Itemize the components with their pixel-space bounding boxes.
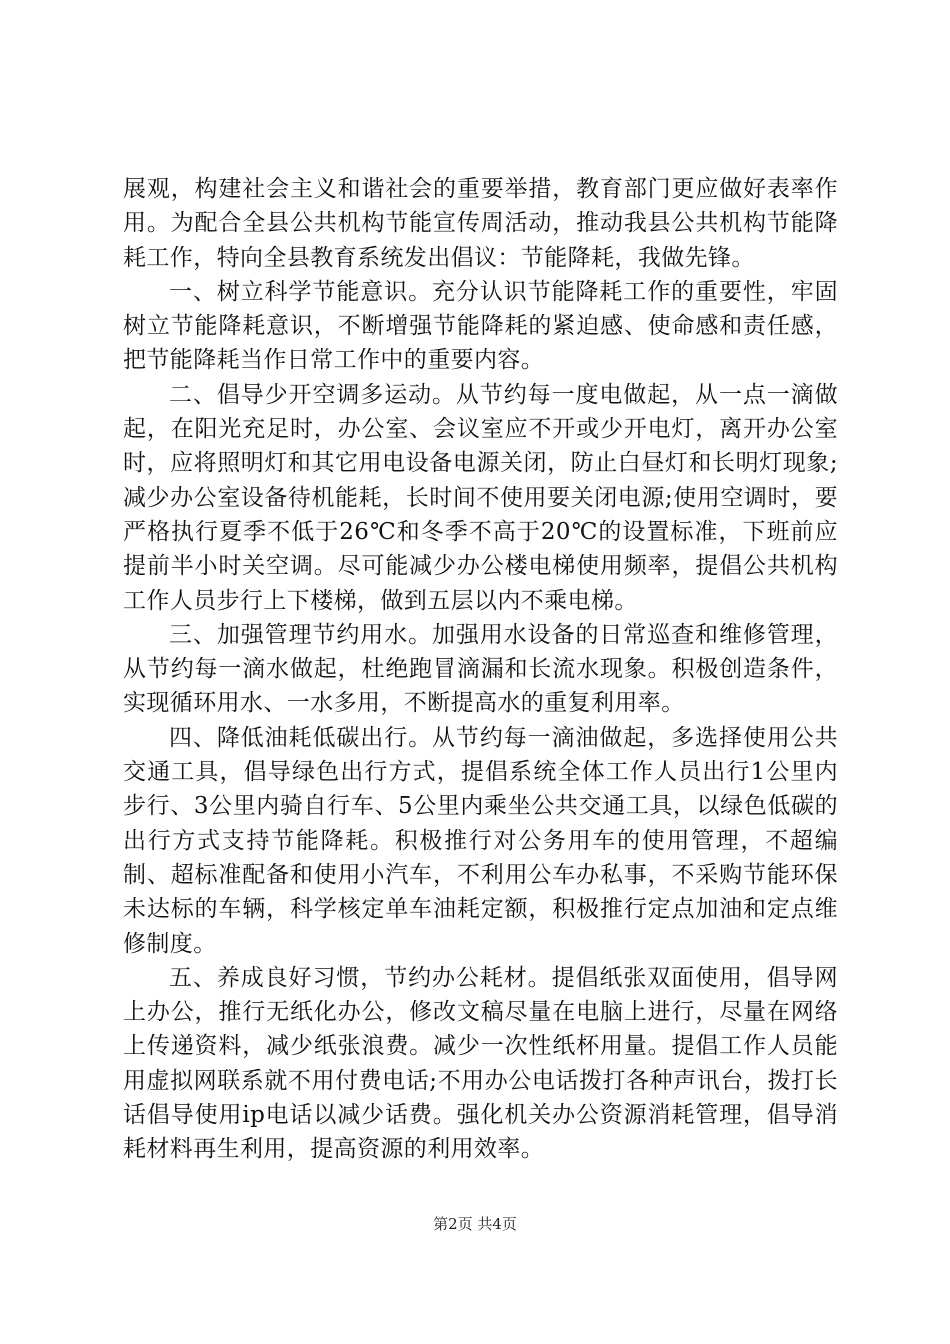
paragraph-point-2: 二、倡导少开空调多运动。从节约每一度电做起，从一点一滴做起，在阳光充足时，办公室、会议室应不开或少开电灯，离开办公室时，应将照明灯和其它用电设备电源关闭，防止白昼灯和长明灯现象;减少办公室设备待机能耗，长时间不使用要关闭电源;使用空调时，要严格执行夏季不低于26℃和冬季不高于20℃的设置标准，下班前应提前半小时关空调。尽可能减少办公楼电梯使用频率，提倡公共机构工作人员步行上下楼梯，做到五层以内不乘电梯。 [123,381,838,614]
paragraph-point-1: 一、树立科学节能意识。充分认识节能降耗工作的重要性，牢固树立节能降耗意识，不断增强节能降耗的紧迫感、使命感和责任感，把节能降耗当作日常工作中的重要内容。 [123,278,838,374]
paragraph-point-3: 三、加强管理节约用水。加强用水设备的日常巡查和维修管理，从节约每一滴水做起，杜绝跑冒滴漏和长流水现象。积极创造条件，实现循环用水、一水多用，不断提高水的重复利用率。 [123,621,838,717]
paragraph-point-4: 四、降低油耗低碳出行。从节约每一滴油做起，多选择使用公共交通工具，倡导绿色出行方式，提倡系统全体工作人员出行1公里内步行、3公里内骑自行车、5公里内乘坐公共交通工具，以绿色低碳的出行方式支持节能降耗。积极推行对公务用车的使用管理，不超编制、超标准配备和使用小汽车，不利用公车办私事，不采购节能环保未达标的车辆，科学核定单车油耗定额，积极推行定点加油和定点维修制度。 [123,724,838,957]
document-body [123,172,838,1167]
page-number-footer: 第2页 共4页 [433,1215,517,1233]
paragraph-intro-continuation: 展观，构建社会主义和谐社会的重要举措，教育部门更应做好表率作用。为配合全县公共机构节能宣传周活动，推动我县公共机构节能降耗工作，特向全县教育系统发出倡议：节能降耗，我做先锋。 [123,176,838,271]
paragraph-point-5: 五、养成良好习惯，节约办公耗材。提倡纸张双面使用，倡导网上办公，推行无纸化办公，修改文稿尽量在电脑上进行，尽量在网络上传递资料，减少纸张浪费。减少一次性纸杯用量。提倡工作人员能用虚拟网联系就不用付费电话;不用办公电话拨打各种声讯台，拨打长话倡导使用ip电话以减少话费。强化机关办公资源消耗管理，倡导消耗材料再生利用，提高资源的利用效率。 [123,964,838,1163]
